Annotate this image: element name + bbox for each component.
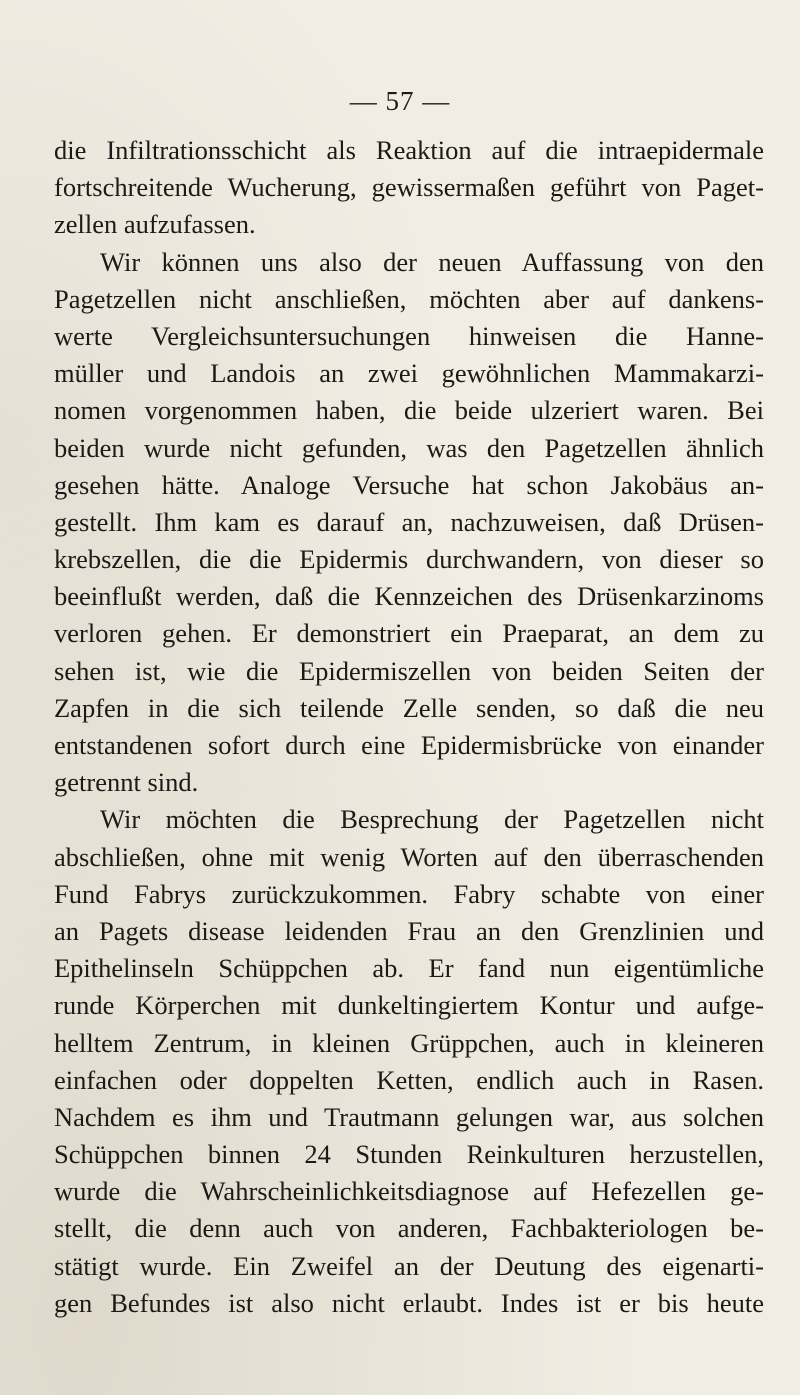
text-line: entstandenen sofort durch eine Epidermisbrücke von einander — [54, 730, 764, 760]
body-text — [54, 132, 764, 1322]
text-line: wurde die Wahrscheinlichkeitsdiagnose auf Hefezellen ge- — [54, 1176, 764, 1207]
text-line: beiden wurde nicht gefunden, was den Pagetzellen ähnlich — [54, 432, 764, 463]
text-line: fortschreitende Wucherung, gewissermaßen geführt von Paget- — [54, 172, 764, 203]
text-line: Wir können uns also der neuen Auffassung von den — [100, 246, 764, 277]
text-line: Nachdem es ihm und Trautmann gelungen war, aus solchen — [54, 1101, 764, 1132]
text-line: Pagetzellen nicht anschließen, möchten aber auf dankens- — [54, 283, 764, 314]
text-line: stellt, die denn auch von anderen, Fachbakteriologen be- — [54, 1213, 764, 1244]
text-line: verloren gehen. Er demonstriert ein Praeparat, an dem zu — [54, 618, 764, 649]
text-line: beeinflußt werden, daß die Kennzeichen des Drüsenkarzinoms — [54, 581, 764, 612]
text-line: runde Körperchen mit dunkeltingiertem Kontur und aufge- — [54, 990, 764, 1021]
text-line: müller und Landois an zwei gewöhnlichen Mammakarzi- — [54, 358, 764, 389]
page-number: — 57 — — [349, 86, 451, 116]
text-line: gestellt. Ihm kam es darauf an, nachzuweisen, daß Drüsen- — [54, 506, 764, 537]
text-line: nomen vorgenommen haben, die beide ulzeriert waren. Bei — [54, 395, 764, 426]
text-line: abschließen, ohne mit wenig Worten auf den überraschenden — [54, 841, 764, 872]
text-line: sehen ist, wie die Epidermiszellen von beiden Seiten der — [54, 655, 764, 686]
text-line: gesehen hätte. Analoge Versuche hat schon Jakobäus an- — [54, 469, 764, 500]
text-line: werte Vergleichsuntersuchungen hinweisen die Hanne- — [54, 320, 764, 351]
text-line: Fund Fabrys zurückzukommen. Fabry schabte von einer — [54, 878, 764, 909]
text-line: Zapfen in die sich teilende Zelle senden, so daß die neu — [54, 692, 764, 723]
text-line: helltem Zentrum, in kleinen Grüppchen, auch in kleineren — [54, 1027, 764, 1058]
text-line: Wir möchten die Besprechung der Pagetzellen nicht — [100, 804, 764, 835]
text-line: die Infiltrationsschicht als Reaktion auf die intraepidermale — [54, 135, 764, 165]
text-line: stätigt wurde. Ein Zweifel an der Deutung des eigenarti- — [54, 1250, 764, 1281]
text-line: gen Befundes ist also nicht erlaubt. Indes ist er bis heute — [54, 1287, 764, 1318]
text-line: einfachen oder doppelten Ketten, endlich auch in Rasen. — [54, 1064, 764, 1095]
text-line: Schüppchen binnen 24 Stunden Reinkulturen herzustellen, — [54, 1139, 764, 1170]
text-line: an Pagets disease leidenden Frau an den Grenzlinien und — [54, 915, 764, 946]
text-line: getrennt sind. — [54, 767, 199, 798]
text-line: krebszellen, die die Epidermis durchwandern, von dieser so — [54, 544, 764, 575]
text-line: zellen aufzufassen. — [54, 209, 256, 240]
text-line: Epithelinseln Schüppchen ab. Er fand nun eigentümliche — [54, 953, 764, 984]
